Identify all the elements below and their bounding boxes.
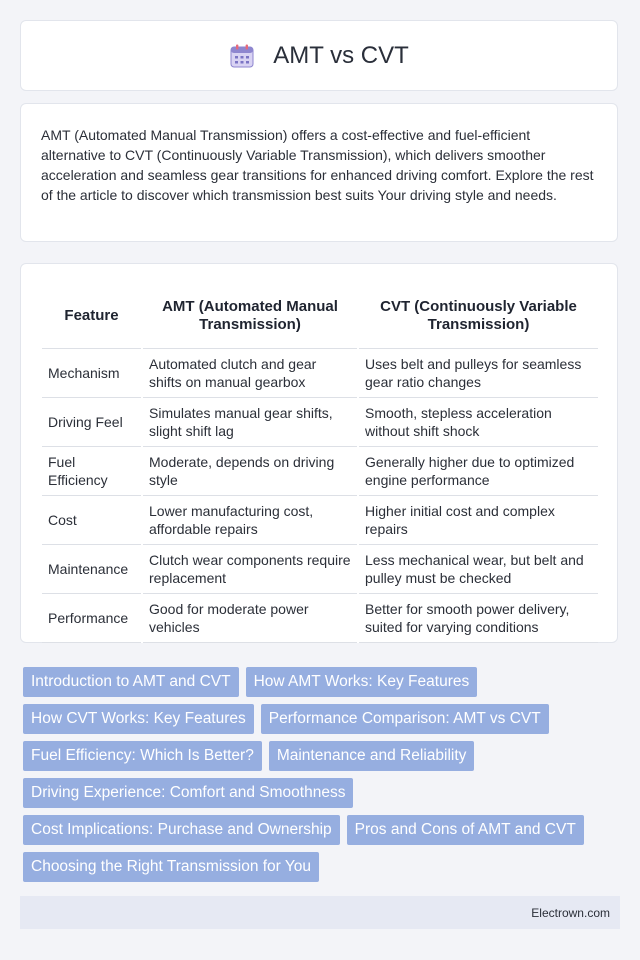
tag-performance-comparison[interactable]: Performance Comparison: AMT vs CVT	[261, 704, 549, 734]
tag-driving-experience[interactable]: Driving Experience: Comfort and Smoothness	[23, 778, 353, 808]
tag-pros-and-cons[interactable]: Pros and Cons of AMT and CVT	[347, 815, 584, 845]
table-row	[42, 447, 598, 496]
table-row	[42, 545, 598, 594]
footer	[20, 896, 620, 929]
tag-how-amt-works[interactable]: How AMT Works: Key Features	[246, 667, 478, 697]
feature-cell: Fuel Efficiency	[42, 447, 142, 496]
cvt-cell: Less mechanical wear, but belt and pulley must be checked	[358, 545, 598, 594]
comparison-table-card	[20, 263, 618, 643]
table-row	[42, 398, 598, 447]
comparison-table	[42, 284, 598, 643]
table-header-row	[42, 284, 598, 349]
amt-cell: Lower manufacturing cost, affordable repairs	[142, 496, 358, 545]
feature-cell: Performance	[42, 594, 142, 643]
tag-cost-implications[interactable]: Cost Implications: Purchase and Ownership	[23, 815, 340, 845]
feature-cell: Cost	[42, 496, 142, 545]
table-row	[42, 496, 598, 545]
title-card	[20, 20, 618, 91]
topic-tags	[23, 667, 617, 882]
tag-fuel-efficiency[interactable]: Fuel Efficiency: Which Is Better?	[23, 741, 262, 771]
amt-cell: Moderate, depends on driving style	[142, 447, 358, 496]
feature-cell: Mechanism	[42, 349, 142, 398]
cvt-cell: Generally higher due to optimized engine performance	[358, 447, 598, 496]
cvt-cell: Higher initial cost and complex repairs	[358, 496, 598, 545]
tag-introduction[interactable]: Introduction to AMT and CVT	[23, 667, 239, 697]
cvt-cell: Better for smooth power delivery, suited for varying conditions	[358, 594, 598, 643]
calendar-icon	[229, 43, 255, 69]
header-cvt: CVT (Continuously Variable Transmission)	[358, 284, 598, 349]
table-row	[42, 349, 598, 398]
footer-site-link[interactable]: Electrown.com	[531, 905, 610, 920]
amt-cell: Simulates manual gear shifts, slight shift lag	[142, 398, 358, 447]
header-amt: AMT (Automated Manual Transmission)	[142, 284, 358, 349]
tag-choosing-transmission[interactable]: Choosing the Right Transmission for You	[23, 852, 319, 882]
amt-cell: Good for moderate power vehicles	[142, 594, 358, 643]
table-row	[42, 594, 598, 643]
tag-maintenance[interactable]: Maintenance and Reliability	[269, 741, 475, 771]
cvt-cell: Uses belt and pulleys for seamless gear ratio changes	[358, 349, 598, 398]
page-title: AMT vs CVT	[273, 41, 409, 69]
tag-how-cvt-works[interactable]: How CVT Works: Key Features	[23, 704, 254, 734]
header-feature: Feature	[42, 284, 142, 349]
feature-cell: Driving Feel	[42, 398, 142, 447]
feature-cell: Maintenance	[42, 545, 142, 594]
intro-card	[20, 103, 618, 242]
cvt-cell: Smooth, stepless acceleration without shift shock	[358, 398, 598, 447]
amt-cell: Automated clutch and gear shifts on manual gearbox	[142, 349, 358, 398]
amt-cell: Clutch wear components require replacement	[142, 545, 358, 594]
intro-text: AMT (Automated Manual Transmission) offers a cost-effective and fuel-efficient alternative to CVT (Continuously Variable Transmission), which delivers smoother acceleration and seamless gear transitions for enhanced driving comfort. Explore the rest of the article to discover which transmission best suits Your driving style and needs.	[41, 127, 594, 203]
